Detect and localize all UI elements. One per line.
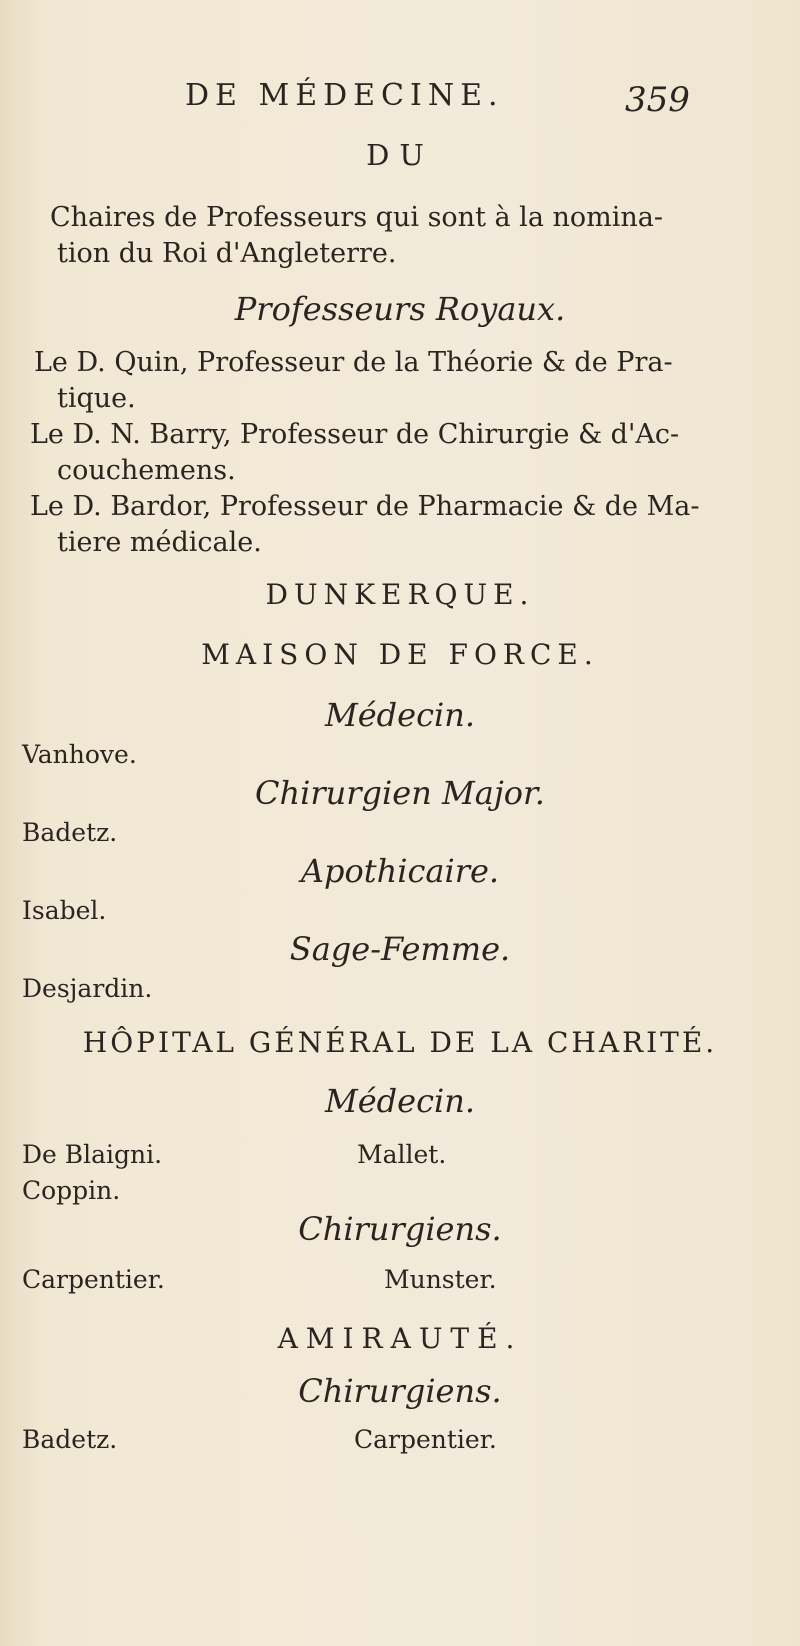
role-heading: Apothicaire.	[300, 852, 500, 890]
person-name: Carpentier.	[22, 1265, 165, 1294]
person-name: Munster.	[384, 1265, 497, 1294]
page-number: 359	[625, 80, 690, 120]
role-heading: Chirurgien Major.	[255, 774, 545, 812]
intro-line-1: Chaires de Professeurs qui sont à la nomina-	[50, 202, 663, 233]
amiraute-heading: AMIRAUTÉ.	[277, 1322, 523, 1355]
person-name: Coppin.	[22, 1176, 121, 1205]
person-name: De Blaigni.	[22, 1140, 163, 1169]
professor-line-cont: tiere médicale.	[57, 527, 262, 558]
running-title: DE MÉDECINE.	[185, 78, 504, 113]
hopital-heading: HÔPITAL GÉNÉRAL DE LA CHARITÉ.	[82, 1026, 718, 1059]
professor-line-cont: tique.	[57, 383, 136, 414]
role-heading: Médecin.	[324, 696, 476, 734]
section-du: DU	[366, 138, 434, 172]
person-name: Badetz.	[22, 818, 118, 847]
person-name: Carpentier.	[354, 1425, 497, 1454]
professor-line: Le D. N. Barry, Professeur de Chirurgie & d'Ac-	[30, 419, 680, 450]
person-name: Mallet.	[357, 1140, 447, 1169]
role-heading: Sage-Femme.	[289, 930, 511, 968]
role-heading: Médecin.	[324, 1082, 476, 1120]
role-heading: Chirurgiens.	[298, 1210, 502, 1248]
person-name: Desjardin.	[22, 974, 153, 1003]
person-name: Isabel.	[22, 896, 107, 925]
professor-line: Le D. Bardor, Professeur de Pharmacie & de Ma-	[30, 491, 700, 522]
city-heading: DUNKERQUE.	[265, 578, 535, 611]
professeurs-heading: Professeurs Royaux.	[234, 290, 566, 328]
professor-line: Le D. Quin, Professeur de la Théorie & de Pra-	[34, 347, 673, 378]
person-name: Badetz.	[22, 1425, 118, 1454]
professor-line-cont: couchemens.	[57, 455, 236, 486]
maison-heading: MAISON DE FORCE.	[201, 638, 599, 671]
intro-line-2: tion du Roi d'Angleterre.	[57, 238, 397, 269]
role-heading: Chirurgiens.	[298, 1372, 502, 1410]
person-name: Vanhove.	[22, 740, 137, 769]
